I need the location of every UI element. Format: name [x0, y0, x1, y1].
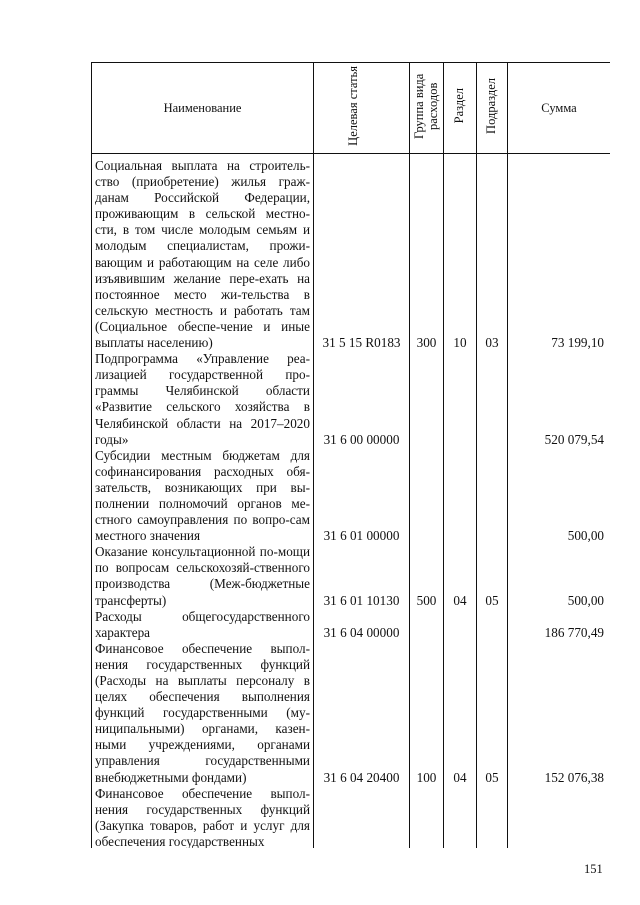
row-sum: 152 076,38: [508, 641, 611, 786]
row-name: Субсидии местным бюджетам для софинансирования расходных обя-зательств, возникающих при вы-полнении полномочий органов ме-стного самоуправления по вопро-сам местного значения: [92, 448, 314, 545]
header-expense-group: [410, 63, 444, 154]
row-subsection: 03: [477, 154, 508, 352]
table-row: [92, 641, 611, 786]
budget-table: [91, 62, 610, 848]
row-name: Подпрограмма «Управление реа-лизацией государственной про-граммы Челябинской области «Развитие сельского хозяйства в Челябинской области на 2017–2020 годы»: [92, 351, 314, 448]
row-section: 10: [444, 154, 477, 352]
row-section: [444, 448, 477, 545]
row-name: Расходы общегосударственного характера: [92, 609, 314, 641]
row-subsection: [477, 448, 508, 545]
row-subsection: [477, 786, 508, 848]
row-expense-group: 100: [410, 641, 444, 786]
row-expense-group: [410, 448, 444, 545]
row-sum: 500,00: [508, 448, 611, 545]
header-section-label: Раздел: [452, 88, 467, 124]
row-target-code: 31 6 04 20400: [314, 641, 410, 786]
row-sum: 500,00: [508, 544, 611, 608]
row-expense-group: [410, 351, 444, 448]
row-expense-group: 300: [410, 154, 444, 352]
row-expense-group: [410, 609, 444, 641]
row-name: Финансовое обеспечение выпол-нения государственных функций (Закупка товаров, работ и услуг для обеспечения государственных: [92, 786, 314, 848]
row-expense-group: [410, 786, 444, 848]
row-section: [444, 609, 477, 641]
table-row: [92, 786, 611, 848]
row-target-code: 31 6 04 00000: [314, 609, 410, 641]
row-sum: 520 079,54: [508, 351, 611, 448]
row-sum: 186 770,49: [508, 609, 611, 641]
row-target-code: 31 5 15 R0183: [314, 154, 410, 352]
header-expense-group-label: Группа вида расходов: [411, 73, 440, 139]
row-name: Социальная выплата на строитель-ство (приобретение) жилья граж-данам Российской Федерации, проживающим в сельской местно-сти, в том числе молодым семьям и молодым специалистам, прожи-вающим и работающим на селе либо изъявившим желание пере-ехать на постоянное место жи-тельства в сельскую местность и работать там (Социальное обеспе-чение и иные выплаты населению): [92, 154, 314, 352]
row-section: [444, 786, 477, 848]
row-target-code: 31 6 01 00000: [314, 448, 410, 545]
header-subsection-label: Подраздел: [484, 78, 499, 134]
header-target: [314, 63, 410, 154]
row-target-code: 31 6 00 00000: [314, 351, 410, 448]
table-row: [92, 448, 611, 545]
row-subsection: 05: [477, 641, 508, 786]
row-subsection: [477, 351, 508, 448]
table-row: [92, 544, 611, 608]
header-name: Наименование: [92, 63, 314, 154]
row-target-code: [314, 786, 410, 848]
table-row: [92, 609, 611, 641]
table-row: [92, 154, 611, 352]
header-section: [444, 63, 477, 154]
page-number: 151: [584, 862, 603, 876]
row-section: [444, 351, 477, 448]
row-section: 04: [444, 641, 477, 786]
header-target-label: Целевая статья: [345, 66, 360, 146]
table-row: [92, 351, 611, 448]
row-sum: [508, 786, 611, 848]
header-sum: Сумма: [508, 63, 611, 154]
row-name: Оказание консультационной по-мощи по вопросам сельскохозяй-ственного производства (Меж-бюджетные трансферты): [92, 544, 314, 608]
table-header-row: [92, 63, 611, 154]
row-section: 04: [444, 544, 477, 608]
row-expense-group: 500: [410, 544, 444, 608]
row-subsection: 05: [477, 544, 508, 608]
row-name: Финансовое обеспечение выпол-нения государственных функций (Расходы на выплаты персоналу в целях обеспечения выполнения функций государственными (му-ниципальными) органами, казен-ными учреждениями, органами управления государственными внебюджетными фондами): [92, 641, 314, 786]
row-target-code: 31 6 01 10130: [314, 544, 410, 608]
row-subsection: [477, 609, 508, 641]
row-sum: 73 199,10: [508, 154, 611, 352]
budget-table-container: [91, 62, 610, 848]
header-subsection: [477, 63, 508, 154]
